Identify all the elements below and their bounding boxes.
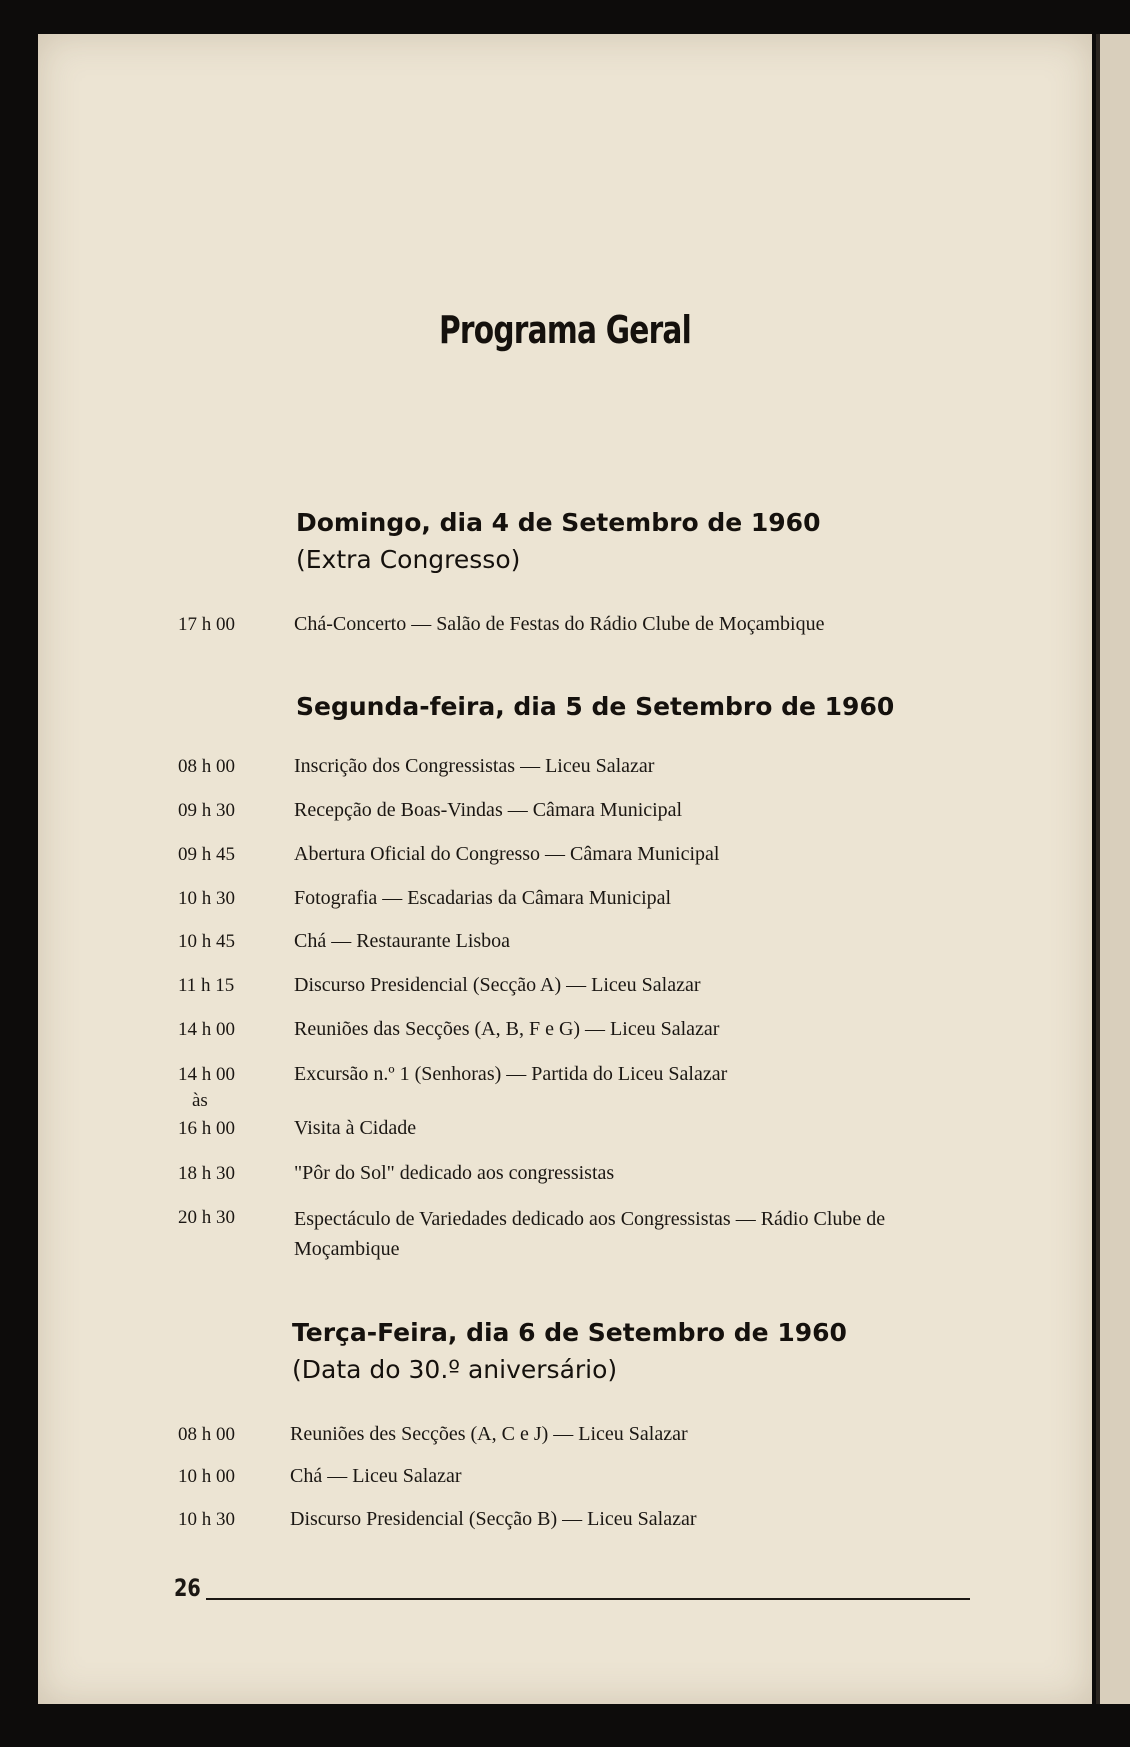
entry-time-end: 16 h 00 bbox=[178, 1118, 235, 1139]
entry-event: Excursão n.º 1 (Senhoras) — Partida do Liceu Salazar bbox=[294, 1063, 728, 1085]
entry-time-between: às bbox=[192, 1090, 208, 1111]
page-title: Programa Geral bbox=[438, 308, 692, 352]
entry-event: Abertura Oficial do Congresso — Câmara Municipal bbox=[294, 843, 720, 865]
entry-time: 14 h 00 bbox=[178, 1064, 235, 1085]
day-subheading-tuesday: (Data do 30.º aniversário) bbox=[292, 1355, 618, 1384]
entry-time: 09 h 45 bbox=[178, 844, 235, 865]
entry-time: 20 h 30 bbox=[178, 1207, 235, 1228]
entry-event: Chá — Restaurante Lisboa bbox=[294, 930, 511, 952]
entry-time: 08 h 00 bbox=[178, 1424, 235, 1445]
entry-time: 10 h 00 bbox=[178, 1466, 235, 1487]
entry-time: 10 h 45 bbox=[178, 931, 235, 952]
entry-time: 08 h 00 bbox=[178, 756, 235, 777]
day-heading-monday: Segunda-feira, dia 5 de Setembro de 1960 bbox=[296, 692, 895, 721]
entry-time: 14 h 00 bbox=[178, 1019, 235, 1040]
entry-time: 18 h 30 bbox=[178, 1163, 235, 1184]
entry-event: Recepção de Boas-Vindas — Câmara Municipal bbox=[294, 799, 683, 821]
page-number: 26 bbox=[174, 1574, 201, 1602]
entry-event: Chá — Liceu Salazar bbox=[290, 1465, 462, 1487]
entry-time: 11 h 15 bbox=[178, 975, 235, 996]
entry-event: Inscrição dos Congressistas — Liceu Salazar bbox=[294, 755, 655, 777]
entry-event: Fotografia — Escadarias da Câmara Municipal bbox=[294, 887, 672, 909]
entry-time: 10 h 30 bbox=[178, 1509, 235, 1530]
footer-rule bbox=[206, 1598, 970, 1600]
entry-event: Discurso Presidencial (Secção A) — Liceu Salazar bbox=[294, 974, 701, 996]
entry-event: Espectáculo de Variedades dedicado aos Congressistas — Rádio Clube de Moçambique bbox=[294, 1208, 886, 1260]
entry-time: 17 h 00 bbox=[178, 614, 235, 635]
entry-event: "Pôr do Sol" dedicado aos congressistas bbox=[294, 1162, 615, 1184]
entry-event-continued: Visita à Cidade bbox=[294, 1117, 417, 1139]
day-heading-tuesday: Terça-Feira, dia 6 de Setembro de 1960 bbox=[292, 1318, 847, 1347]
entry-event: Discurso Presidencial (Secção B) — Liceu Salazar bbox=[290, 1508, 697, 1530]
next-page-edge bbox=[1096, 34, 1130, 1704]
entry-time: 09 h 30 bbox=[178, 800, 235, 821]
day-subheading-sunday: (Extra Congresso) bbox=[296, 545, 521, 574]
entry-event: Reuniões das Secções (A, B, F e G) — Liceu Salazar bbox=[294, 1018, 720, 1040]
entry-event: Chá-Concerto — Salão de Festas do Rádio Clube de Moçambique bbox=[294, 613, 825, 635]
entry-time: 10 h 30 bbox=[178, 888, 235, 909]
entry-event: Reuniões des Secções (A, C e J) — Liceu Salazar bbox=[290, 1423, 688, 1445]
day-heading-sunday: Domingo, dia 4 de Setembro de 1960 bbox=[296, 508, 821, 537]
